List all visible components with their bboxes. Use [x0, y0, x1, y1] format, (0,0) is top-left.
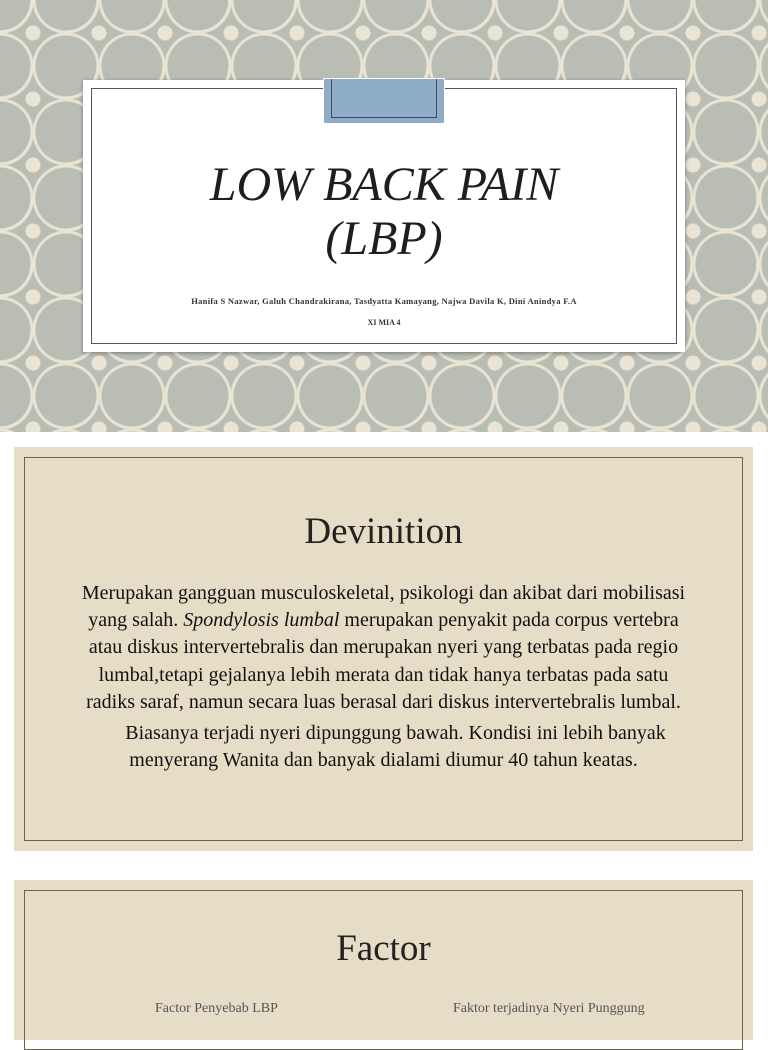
definition-body — [77, 580, 690, 774]
class-label: XI MIA 4 — [367, 318, 401, 327]
presentation-title — [83, 158, 685, 266]
factor-slide — [14, 880, 753, 1040]
definition-term: Spondylosis lumbal — [183, 609, 340, 632]
decorative-tab-inner — [331, 79, 437, 118]
definition-paragraph-2: Biasanya terjadi nyeri dipunggung bawah. Kondisi ini lebih banyak menyerang Wanita dan banyak dialami diumur 40 tahun keatas. — [125, 722, 666, 772]
definition-title: Devinition — [304, 511, 463, 552]
authors-list: Hanifa S Nazwar, Galuh Chandrakirana, Tasdyatta Kamayang, Najwa Davila K, Dini Anindya F.A — [191, 296, 577, 306]
factor-title: Factor — [336, 928, 431, 969]
definition-paragraph-1 — [77, 580, 690, 716]
factor-column-left: Factor Penyebab LBP — [155, 1001, 278, 1016]
decorative-tab — [323, 78, 445, 124]
title-card — [83, 80, 685, 352]
title-line-1: LOW BACK PAIN — [209, 158, 559, 211]
factor-frame — [24, 890, 743, 1050]
definition-text-a: Merupakan gangguan musculoskeletal, psikologi dan akibat dari mobilisasi yang salah. — [81, 582, 686, 632]
title-line-2: (LBP) — [325, 212, 443, 265]
definition-frame — [24, 457, 743, 841]
factor-column-right: Faktor terjadinya Nyeri Punggung — [453, 1001, 645, 1016]
definition-slide — [14, 447, 753, 851]
definition-text-b: merupakan penyakit pada corpus vertebra atau diskus intervertebralis dan merupakan nyeri yang terbatas pada regio lumbal,tetapi gejalanya lebih merata dan tidak hanya terbatas pada satu radiks saraf, namun secara luas berasal dari diskus intervertebralis lumbal. — [86, 609, 681, 713]
title-slide — [0, 0, 768, 432]
